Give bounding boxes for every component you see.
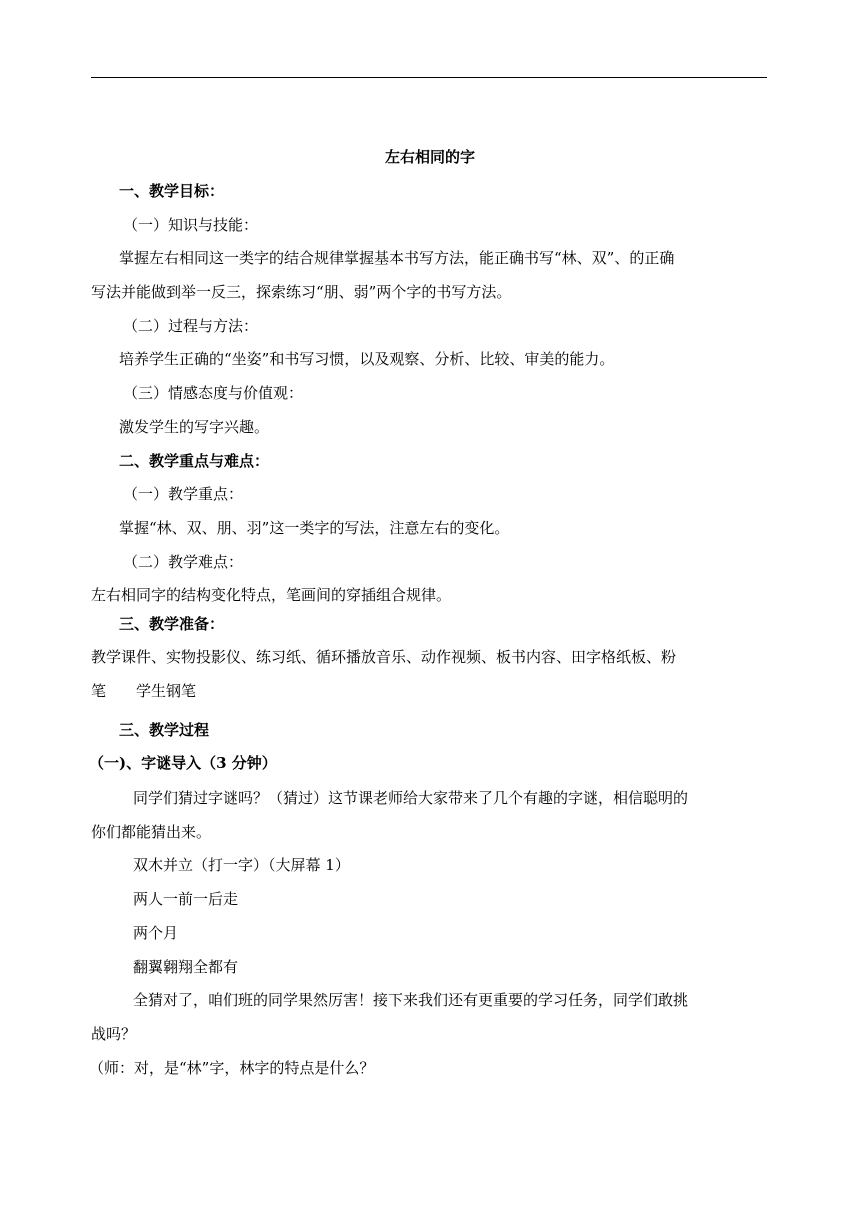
paragraph-line: 笔 学生钢笔 [91, 682, 197, 700]
section-heading: 二、教学重点与难点： [119, 452, 270, 470]
subsection-heading: （一)、字谜导入（3 分钟） [89, 754, 277, 772]
paragraph-line: （师：对，是“林”字，林字的特点是什么？ [89, 1059, 375, 1077]
subsection-heading: （一）知识与技能： [123, 216, 259, 234]
section-heading: 三、教学过程 [119, 721, 210, 739]
paragraph-line: 同学们猜过字谜吗？（猜过）这节课老师给大家带来了几个有趣的字谜，相信聪明的 [133, 789, 689, 807]
paragraph-line: 掌握左右相同这一类字的结合规律掌握基本书写方法，能正确书写“林、双”、的正确 [119, 249, 675, 267]
paragraph-line: 战吗？ [91, 1025, 137, 1043]
section-heading: 一、教学目标： [119, 182, 225, 200]
header-rule [91, 77, 767, 78]
document-title: 左右相同的字 [384, 148, 475, 166]
subsection-heading: （二）过程与方法： [123, 317, 259, 335]
subsection-heading: （二）教学难点： [123, 553, 244, 571]
riddle-line: 双木并立（打一字）（大屏幕 1） [133, 856, 350, 874]
riddle-line: 两人一前一后走 [133, 890, 239, 908]
paragraph-line: 掌握“林、双、朋、羽”这一类字的写法，注意左右的变化。 [119, 519, 510, 537]
paragraph-line: 教学课件、实物投影仪、练习纸、循环播放音乐、动作视频、板书内容、田字格纸板、粉 [91, 648, 677, 666]
riddle-line: 两个月 [133, 924, 179, 942]
riddle-line: 翻翼翱翔全都有 [133, 958, 239, 976]
paragraph-line: 写法并能做到举一反三，探索练习“朋、弱”两个字的书写方法。 [91, 283, 512, 301]
paragraph-line: 全猜对了，咱们班的同学果然厉害！接下来我们还有更重要的学习任务，同学们敢挑 [133, 991, 689, 1009]
paragraph-line: 左右相同字的结构变化特点，笔画间的穿插组合规律。 [91, 586, 452, 604]
section-heading: 三、教学准备： [119, 615, 225, 633]
paragraph-line: 培养学生正确的“坐姿”和书写习惯，以及观察、分析、比较、审美的能力。 [119, 350, 615, 368]
paragraph-line: 你们都能猜出来。 [91, 823, 212, 841]
subsection-heading: （三）情感态度与价值观： [123, 384, 304, 402]
paragraph-line: 激发学生的写字兴趣。 [119, 418, 270, 436]
subsection-heading: （一）教学重点： [123, 485, 244, 503]
